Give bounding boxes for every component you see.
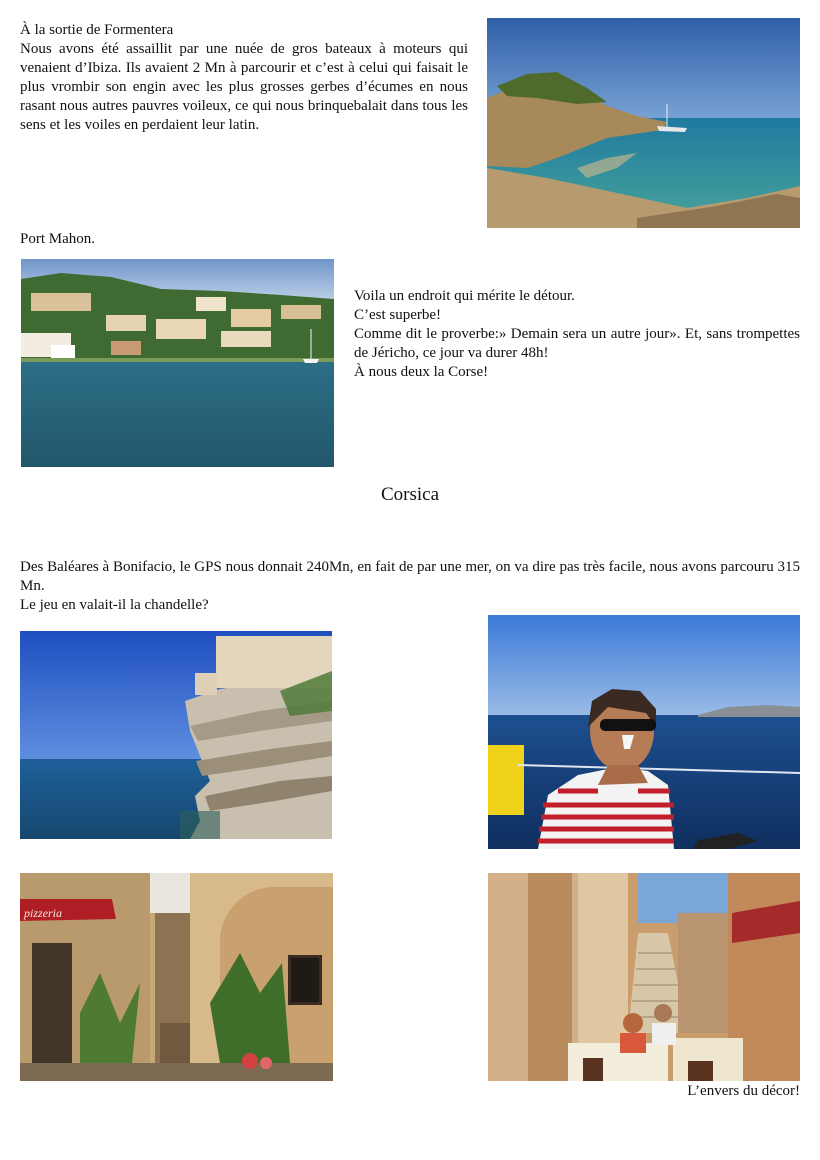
sailor-portrait-photo [488, 615, 800, 849]
formentera-text-block [20, 21, 468, 135]
corsica-question: Le jeu en valait-il la chandelle? [20, 597, 209, 613]
port-mahon-line-4: À nous deux la Corse! [354, 364, 489, 380]
restaurant-terrace-photo [488, 873, 800, 1081]
port-mahon-heading: Port Mahon. [20, 231, 95, 247]
photo-caption: L’envers du décor! [687, 1083, 800, 1099]
corsica-paragraph: Des Baléares à Bonifacio, le GPS nous donnait 240Mn, en fait de par une mer, on va dire pas très facile, nous avons parcouru 315 Mn. [20, 559, 800, 594]
port-mahon-text-block [354, 287, 800, 382]
old-town-alley-photo [20, 873, 333, 1081]
port-mahon-line-2: C’est superbe! [354, 307, 442, 323]
port-mahon-line-3: Comme dit le proverbe:» Demain sera un autre jour». Et, sans trompettes de Jéricho, ce jour va durer 48h! [354, 326, 800, 361]
port-mahon-line-1: Voila un endroit qui mérite le détour. [354, 288, 575, 304]
port-mahon-photo [21, 259, 334, 467]
corsica-text-block [20, 558, 800, 615]
bonifacio-cliff-photo [20, 631, 332, 839]
formentera-paragraph: Nous avons été assaillit par une nuée de gros bateaux à moteurs qui venaient d’Ibiza. Ils avaient 2 Mn à parcourir et c’est à celui qui faisait le plus vrombir son engin avec les plus grosses gerbes d’écumes en nous rasant nous autres pauvres voileux, ce qui nous brinquebalait dans tous les sens et les voiles en perdaient leur latin. [20, 41, 468, 133]
corsica-title: Corsica [380, 484, 440, 505]
pizzeria-sign: pizzeria [24, 906, 63, 920]
formentera-heading: À la sortie de Formentera [20, 22, 174, 38]
formentera-cove-photo [487, 18, 800, 228]
